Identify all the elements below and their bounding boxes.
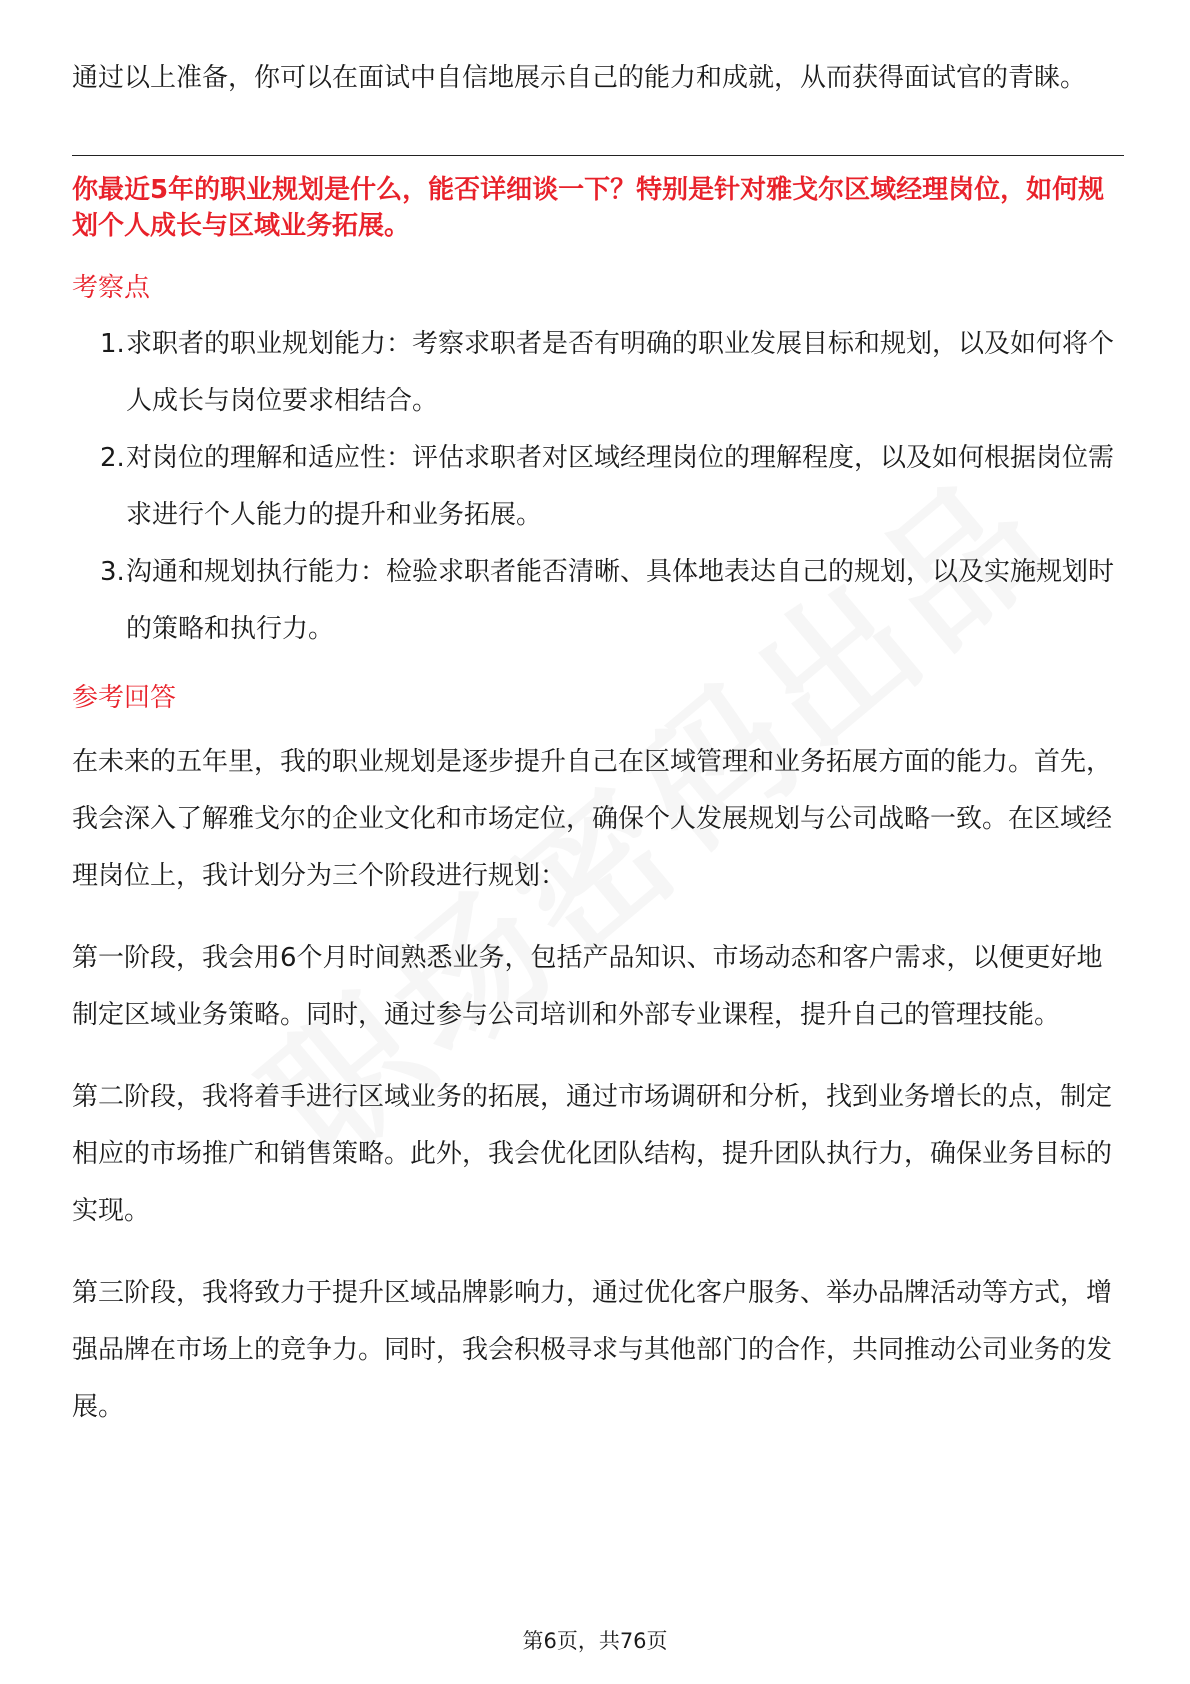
exam-point-2 bbox=[72, 430, 1124, 544]
list-number: 2. bbox=[100, 443, 125, 473]
exam-points-list bbox=[72, 316, 1124, 658]
list-item-text: 沟通和规划执行能力：检验求职者能否清晰、具体地表达自己的规划，以及实施规划时的策略和执行力。 bbox=[126, 557, 1115, 644]
document-page bbox=[72, 50, 1124, 1461]
list-number: 3. bbox=[100, 557, 125, 587]
list-item-text: 对岗位的理解和适应性：评估求职者对区域经理岗位的理解程度，以及如何根据岗位需求进行个人能力的提升和业务拓展。 bbox=[126, 443, 1115, 530]
answer-paragraph-1: 在未来的五年里，我的职业规划是逐步提升自己在区域管理和业务拓展方面的能力。首先，我会深入了解雅戈尔的企业文化和市场定位，确保个人发展规划与公司战略一致。在区域经理岗位上，我计划分为三个阶段进行规划： bbox=[72, 747, 1113, 891]
section-divider bbox=[72, 155, 1124, 156]
page-footer: 第6页，共76页 bbox=[522, 1629, 668, 1653]
answer-paragraph-3: 第二阶段，我将着手进行区域业务的拓展，通过市场调研和分析，找到业务增长的点，制定相应的市场推广和销售策略。此外，我会优化团队结构，提升团队执行力，确保业务目标的实现。 bbox=[72, 1082, 1113, 1226]
answer-block bbox=[72, 734, 1124, 1436]
exam-points-heading: 考察点 bbox=[72, 273, 151, 303]
intro-paragraph: 通过以上准备，你可以在面试中自信地展示自己的能力和成就，从而获得面试官的青睐。 bbox=[72, 63, 1087, 93]
answer-paragraph-2: 第一阶段，我会用6个月时间熟悉业务，包括产品知识、市场动态和客户需求，以便更好地制定区域业务策略。同时，通过参与公司培训和外部专业课程，提升自己的管理技能。 bbox=[72, 943, 1103, 1030]
answer-heading: 参考回答 bbox=[72, 683, 177, 713]
exam-point-1 bbox=[72, 316, 1124, 430]
answer-paragraph-4: 第三阶段，我将致力于提升区域品牌影响力，通过优化客户服务、举办品牌活动等方式，增强品牌在市场上的竞争力。同时，我会积极寻求与其他部门的合作，共同推动公司业务的发展。 bbox=[72, 1278, 1113, 1422]
list-item-text: 求职者的职业规划能力：考察求职者是否有明确的职业发展目标和规划，以及如何将个人成长与岗位要求相结合。 bbox=[126, 329, 1115, 416]
question-title: 你最近5年的职业规划是什么，能否详细谈一下？特别是针对雅戈尔区域经理岗位，如何规划个人成长与区域业务拓展。 bbox=[72, 175, 1105, 241]
exam-point-3 bbox=[72, 544, 1124, 658]
list-number: 1. bbox=[100, 329, 125, 359]
